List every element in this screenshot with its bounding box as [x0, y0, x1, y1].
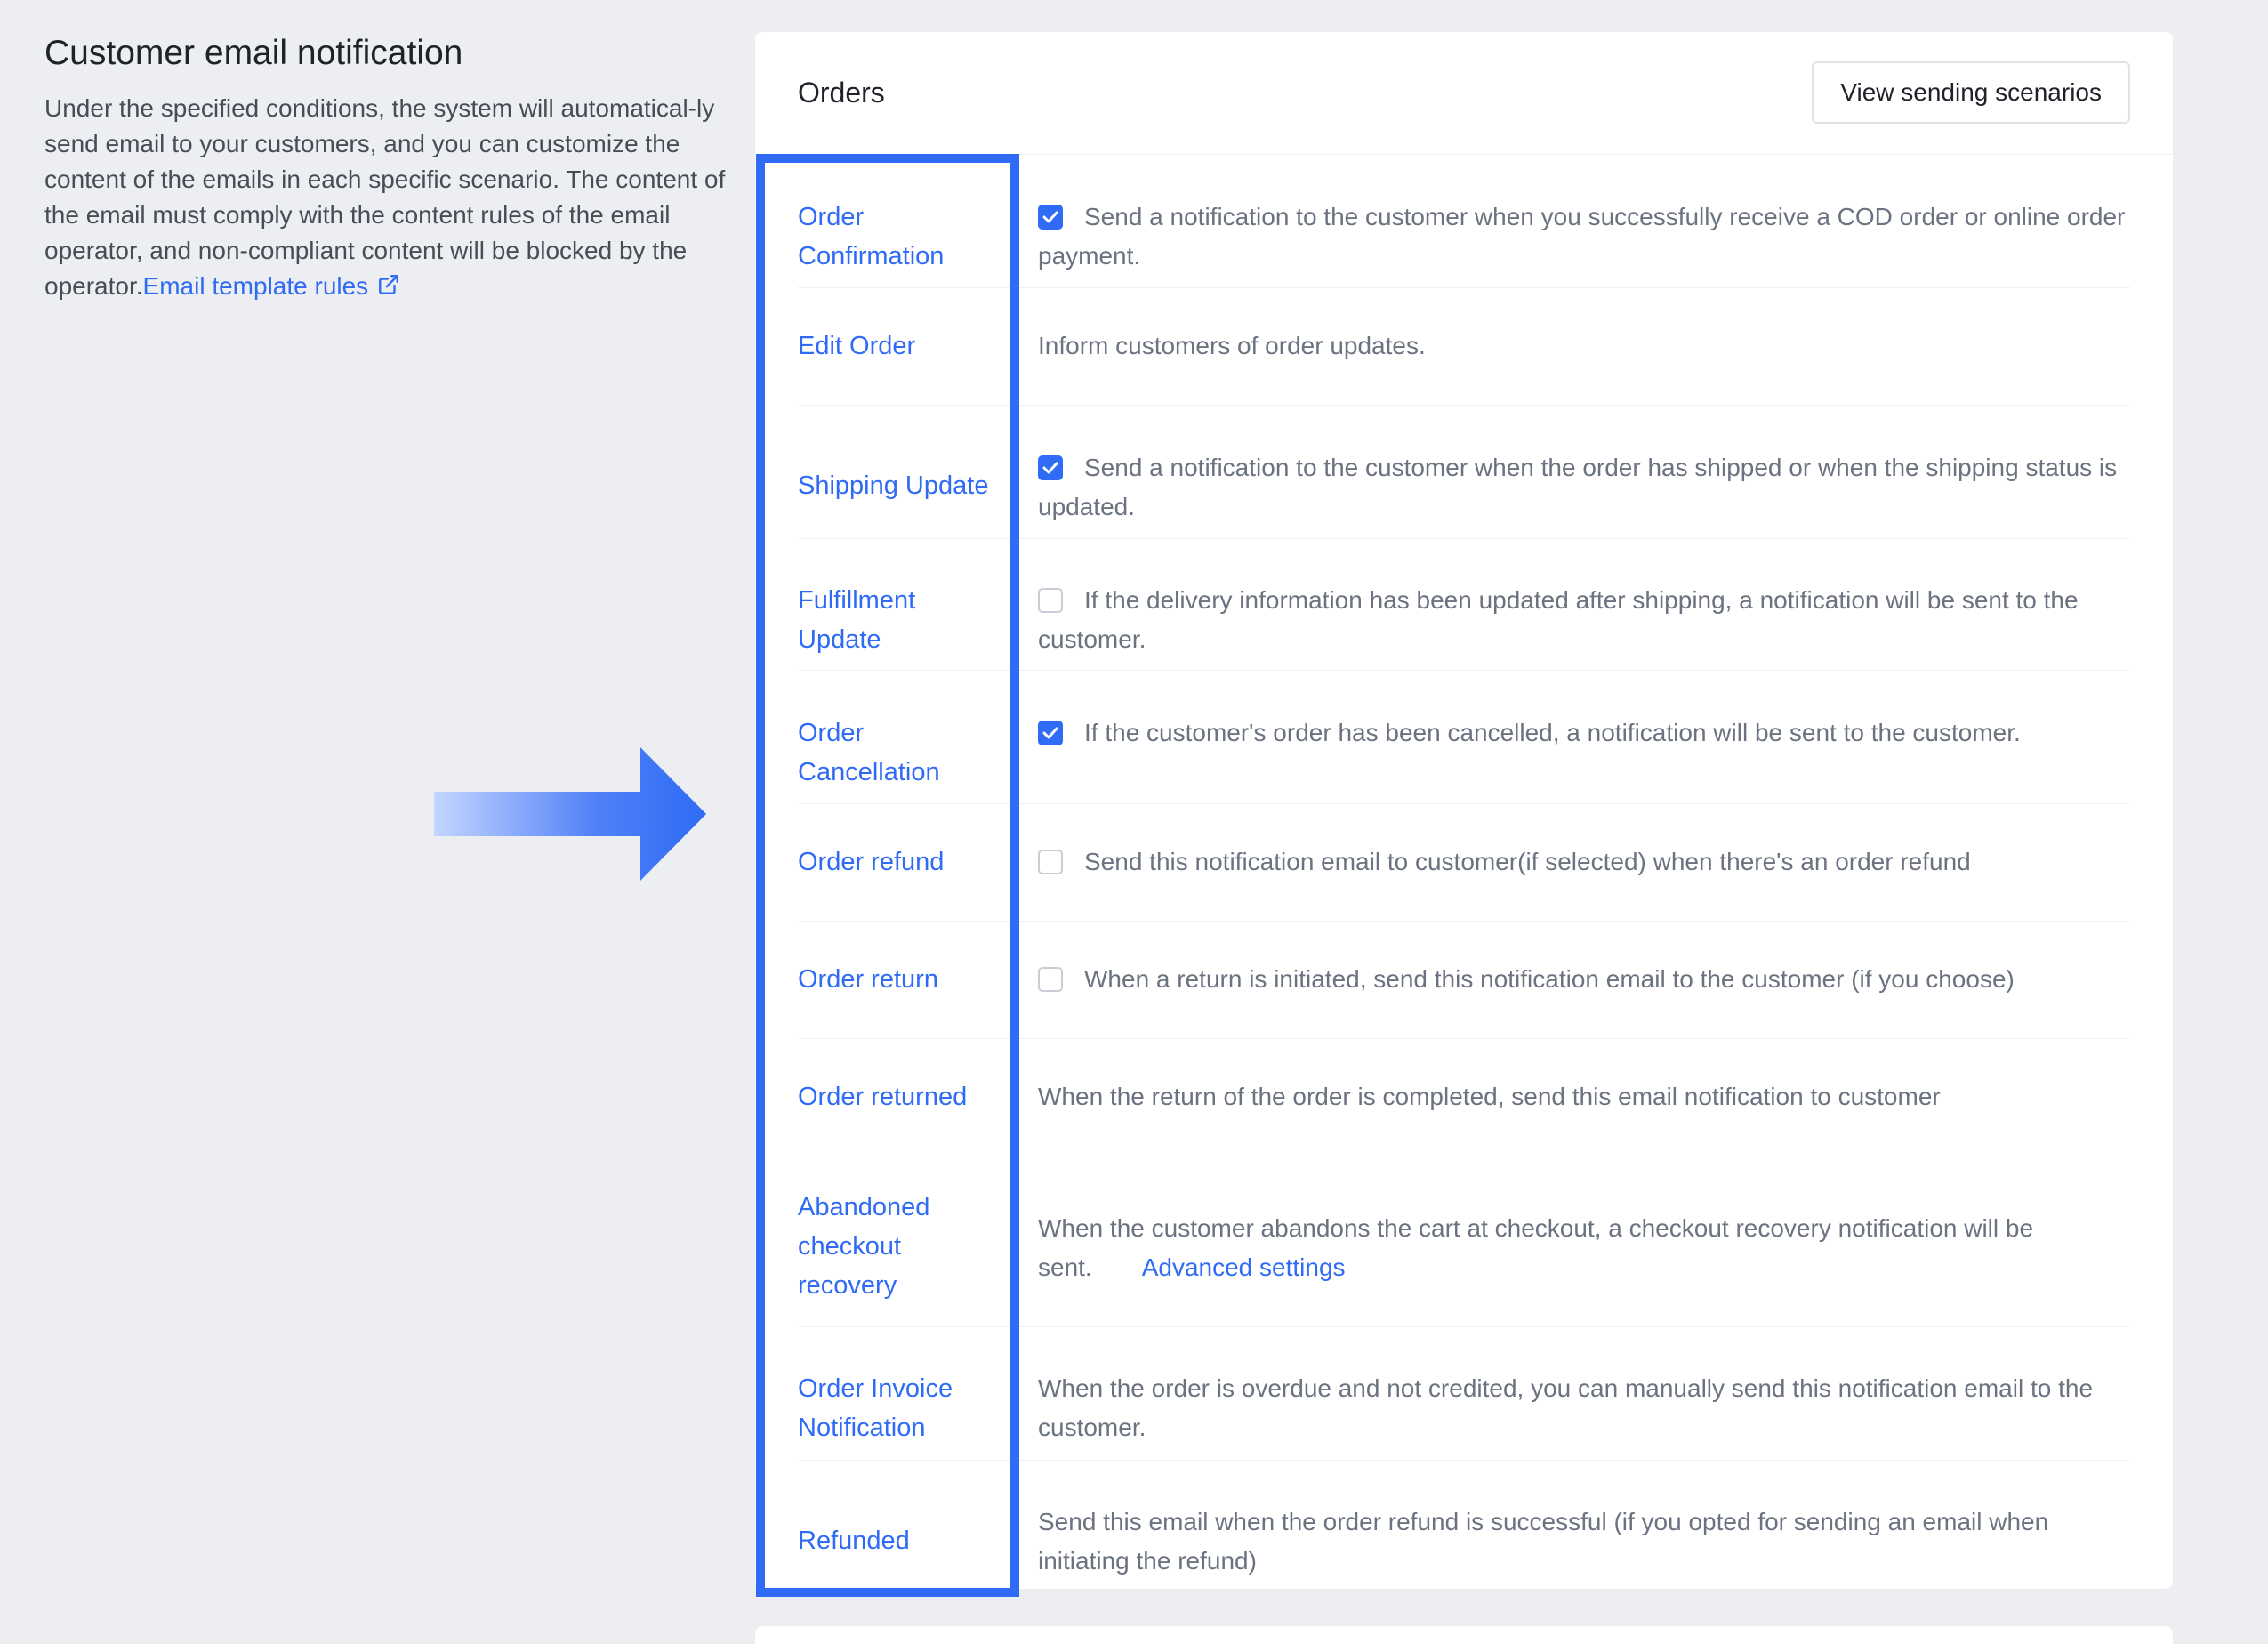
arrow-right-icon [434, 747, 706, 881]
page-title: Customer email notification [44, 34, 463, 72]
advanced-settings-link[interactable]: Advanced settings [1141, 1253, 1346, 1281]
notification-row [798, 803, 2130, 922]
notification-description [1038, 1369, 2130, 1447]
notification-description-text: Send this email when the order refund is successful (if you opted for sending an email when initiating the refund) [1038, 1508, 2049, 1575]
notification-label-link[interactable]: Abandoned checkout recovery [798, 1193, 930, 1300]
check-icon [1042, 210, 1058, 224]
notification-description [1038, 960, 2130, 999]
check-icon [1042, 726, 1058, 740]
notification-description-text: When the customer abandons the cart at checkout, a checkout recovery notification will be sent. [1038, 1214, 2034, 1281]
notification-checkbox[interactable] [1038, 967, 1063, 992]
notification-description [1038, 842, 2130, 882]
notification-checkbox[interactable] [1038, 455, 1063, 480]
page-description [44, 91, 738, 306]
notification-description-text: Inform customers of order updates. [1038, 332, 1426, 359]
notification-label-link[interactable]: Order Invoice Notification [798, 1374, 953, 1442]
notification-checkbox[interactable] [1038, 205, 1063, 230]
left-panel [44, 34, 738, 306]
next-card-edge [755, 1626, 2173, 1644]
notification-row [798, 670, 2130, 804]
notification-description [1038, 448, 2130, 527]
notification-description-text: Send this notification email to customer(if selected) when there's an order refund [1084, 848, 1971, 875]
notification-label-link[interactable]: Shipping Update [798, 471, 989, 500]
notification-row [798, 1326, 2130, 1461]
notification-label-link[interactable]: Order returned [798, 1083, 968, 1111]
notification-description-text: When a return is initiated, send this notification email to the customer (if you choose) [1084, 965, 2015, 993]
notification-row [798, 1460, 2130, 1589]
check-icon [1042, 461, 1058, 475]
orders-card [755, 32, 2173, 1589]
email-template-rules-link[interactable] [143, 272, 401, 300]
notification-description [1038, 1503, 2130, 1581]
notification-label-link[interactable]: Order return [798, 965, 938, 994]
notification-description [1038, 1209, 2130, 1287]
notification-description-text: If the customer's order has been cancelled, a notification will be sent to the customer. [1084, 719, 2021, 746]
notification-row [798, 154, 2130, 288]
notification-label-link[interactable]: Refunded [798, 1527, 910, 1555]
notification-description-text: When the return of the order is completed, send this email notification to customer [1038, 1083, 1941, 1110]
notification-description [1038, 1077, 2130, 1116]
notification-checkbox[interactable] [1038, 588, 1063, 613]
notification-checkbox[interactable] [1038, 721, 1063, 745]
notification-row [798, 287, 2130, 406]
notification-label-link[interactable]: Order refund [798, 848, 945, 876]
notification-checkbox[interactable] [1038, 850, 1063, 874]
notification-label-link[interactable]: Fulfillment Update [798, 586, 916, 654]
notification-description-text: Send a notification to the customer when the order has shipped or when the shipping status is updated. [1038, 454, 2118, 520]
notification-label-link[interactable]: Order Confirmation [798, 203, 945, 270]
view-sending-scenarios-button[interactable]: View sending scenarios [1812, 61, 2130, 124]
notification-row [798, 405, 2130, 539]
notification-description-text: When the order is overdue and not credited, you can manually send this notification email to the customer. [1038, 1374, 2094, 1441]
notification-description [1038, 326, 2130, 366]
notification-description-text: If the delivery information has been updated after shipping, a notification will be sent to the customer. [1038, 586, 2079, 653]
card-title: Orders [798, 77, 885, 109]
notification-description-text: Send a notification to the customer when you successfully receive a COD order or online order payment. [1038, 203, 2126, 270]
notification-row [798, 1156, 2130, 1327]
email-template-rules-label: Email template rules [142, 272, 369, 300]
card-header [755, 32, 2173, 155]
external-link-icon [377, 270, 400, 306]
notification-row [798, 538, 2130, 671]
description-text: Under the specified conditions, the system will automatical-ly send email to your customers, and you can customize the content of the emails in each specific scenario. The content of the email must comply with the content rules of the email operator, and non-compliant content will be blocked by the operator. [44, 94, 726, 300]
notification-row [798, 921, 2130, 1039]
notification-description [1038, 713, 2130, 753]
notification-label-link[interactable]: Edit Order [798, 332, 916, 360]
notification-description [1038, 197, 2130, 276]
notification-label-link[interactable]: Order Cancellation [798, 719, 940, 786]
notification-description [1038, 581, 2130, 659]
notification-row [798, 1038, 2130, 1156]
